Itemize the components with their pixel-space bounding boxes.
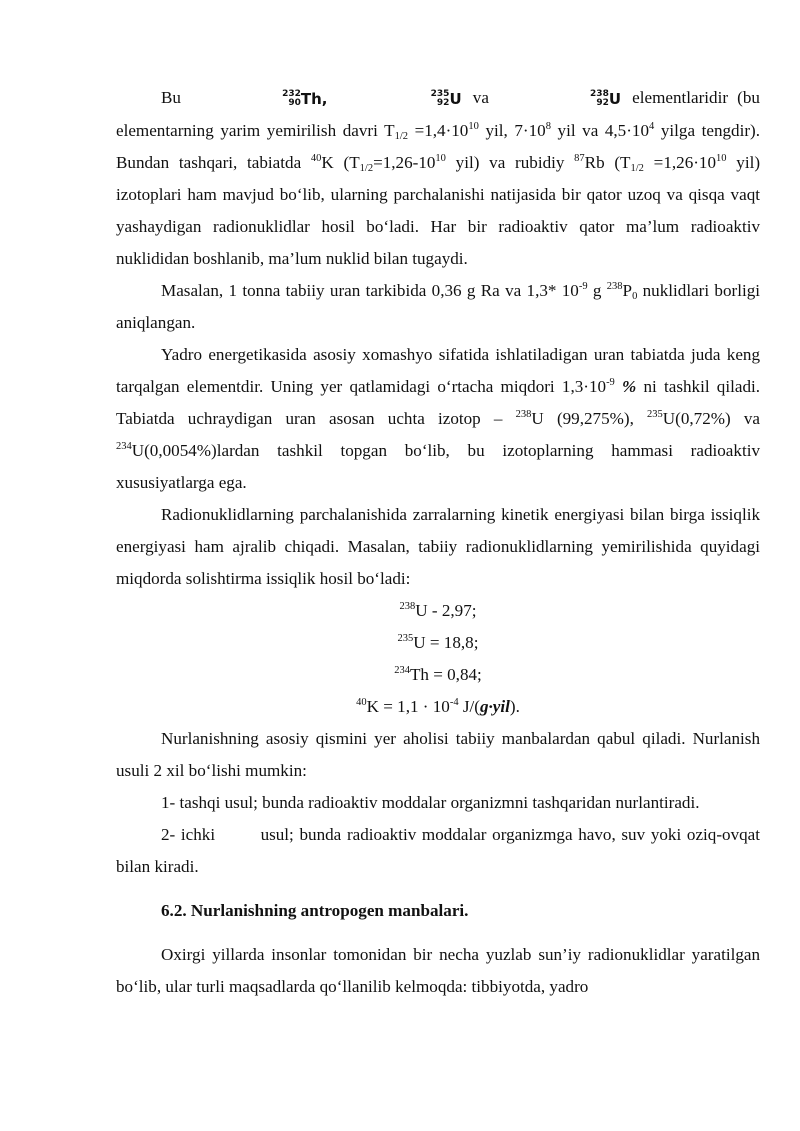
superscript: 8 (545, 121, 551, 133)
text: Masalan, 1 tonna tabiiy uran tarkibida 0,36 g Ra va 1,3* 10 (161, 281, 579, 301)
atomic-number: 90 (288, 98, 301, 109)
text: va (472, 88, 489, 107)
paragraph-anthropogen: Oxirgi yillarda insonlar tomonidan bir necha yuzlab sun’iy radionuklidlar yaratilgan bo‘lib, ular turli maqsadlarda qo‘llanilib kelmoqda: tibbiyotda, yadro (116, 945, 760, 997)
text: T (384, 121, 395, 141)
paragraph-uranium-content (116, 275, 760, 339)
superscript: 234 (394, 665, 410, 677)
subscript: 1/2 (359, 163, 374, 175)
superscript: 235 (397, 633, 414, 645)
text: g (587, 281, 607, 301)
superscript: 10 (468, 121, 479, 133)
superscript: 234 (116, 441, 132, 453)
text: =1,26·10 (643, 153, 717, 173)
superscript: 238 (606, 281, 623, 293)
text: usul; bunda radioaktiv moddalar organizmga havo, suv yoki oziq-ovqat bilan kiradi. (116, 825, 760, 877)
text: yil, 7·10 (478, 121, 546, 141)
paragraph-radiation-intake: Nurlanishning asosiy qismini yer aholisi tabiiy manbalardan qabul qiladi. Nurlanish usuli 2 xil bo‘lishi mumkin: (116, 729, 760, 781)
superscript: -9 (578, 281, 588, 293)
equation-u235 (116, 627, 760, 659)
mass-number: 235 (430, 89, 450, 100)
list-item-external: 1- tashqi usul; bunda radioaktiv moddalar organizmni tashqaridan nurlantiradi. (161, 793, 700, 813)
text: Yadro energetikasida asosiy xomashyo sifatida ishlatiladigan uran tabiatda juda keng tarqalgan elementdir. Uning yer qatlamidagi o‘rtacha miqdori 1,3·10 (116, 345, 760, 397)
text: yil) va rubidiy (445, 153, 575, 173)
element-symbol: U (449, 90, 462, 109)
paragraph-isotopes (116, 82, 760, 275)
superscript: -4 (449, 697, 459, 709)
text: U(0,0054%)lardan tashkil topgan bo‘lib, bu izotoplarning hammasi radioaktiv xususiyatlarga ega. (116, 441, 760, 493)
superscript: -9 (606, 377, 615, 389)
subscript: 1/2 (394, 131, 408, 143)
text: K (321, 153, 334, 173)
equation-k40 (116, 691, 760, 723)
equation-text: U - 2,97; (415, 601, 477, 621)
text: elementlaridir (bu elementarning yarim yemirilish davri (116, 88, 760, 141)
text: (T (343, 153, 360, 173)
text: =1,4·10 (407, 121, 469, 141)
subscript: 0 (632, 291, 638, 303)
text: ni tashkil qiladi. Tabiatda uchraydigan uran asosan uchta izotop – (116, 377, 761, 429)
equation-text: K = 1,1 · 10 (366, 697, 450, 717)
superscript: 40 (310, 153, 322, 165)
superscript: 10 (716, 153, 727, 165)
section-heading: 6.2. Nurlanishning antropogen manbalari. (161, 901, 469, 921)
superscript: 87 (574, 153, 585, 165)
superscript: 40 (356, 697, 367, 709)
text: Bu (161, 88, 181, 107)
text: yil) izotoplari ham mavjud bo‘lib, ularning parchalanishi natijasida bir qator uzoq va qisqa vaqt yashaydigan radionuklidlar hosil bo‘ladi. Har bir radioaktiv qator ma’lum radioaktiv nuklididan boshlanib, ma’lum nuklid bilan tugaydi. (116, 153, 761, 269)
text: P (622, 281, 633, 301)
superscript: 238 (515, 409, 532, 421)
mass-number: 232 (282, 89, 301, 100)
superscript: 4 (649, 121, 655, 133)
mass-number: 238 (590, 89, 609, 100)
list-item-internal (116, 819, 760, 883)
text: U(0,72%) va (662, 409, 761, 429)
element-symbol: Th, (300, 90, 328, 109)
nuclide-th232 (192, 83, 327, 115)
paragraph-uranium-isotopes (116, 339, 760, 499)
subscript: 1/2 (630, 163, 644, 175)
equation-text: ). (509, 697, 520, 717)
superscript: 10 (435, 153, 446, 165)
text: =1,26-10 (373, 153, 436, 173)
nuclide-u235 (341, 83, 462, 115)
text: Rb (T (584, 153, 631, 173)
equation-text: J/( (458, 697, 480, 717)
text: nuklidlari borligi aniqlangan. (116, 281, 760, 333)
superscript: 235 (647, 409, 663, 421)
text: U (99,275%), (531, 409, 648, 429)
text: 2- ichki (161, 825, 216, 845)
atomic-number: 92 (596, 98, 609, 109)
unit: g·yil (479, 697, 510, 717)
equation-th234 (116, 659, 760, 691)
element-symbol: U (608, 90, 622, 109)
paragraph-heat-release: Radionuklidlarning parchalanishida zarralarning kinetik energiyasi bilan birga issiqlik energiyasi ham ajralib chiqadi. Masalan, tabiiy radionuklidlarning yemirilishida quyidagi miqdorda solishtirma issiqlik hosil bo‘ladi: (116, 505, 760, 589)
equation-text: Th = 0,84; (409, 665, 482, 685)
equation-u238 (116, 595, 760, 627)
text: yil va 4,5·10 (550, 121, 650, 141)
text: yilga tengdir). Bundan tashqari, tabiatda (116, 121, 760, 173)
superscript: 238 (399, 601, 416, 613)
atomic-number: 92 (436, 98, 450, 109)
nuclide-u238 (500, 83, 621, 115)
equation-text: U = 18,8; (413, 633, 479, 653)
percent-sign: % (614, 377, 637, 397)
